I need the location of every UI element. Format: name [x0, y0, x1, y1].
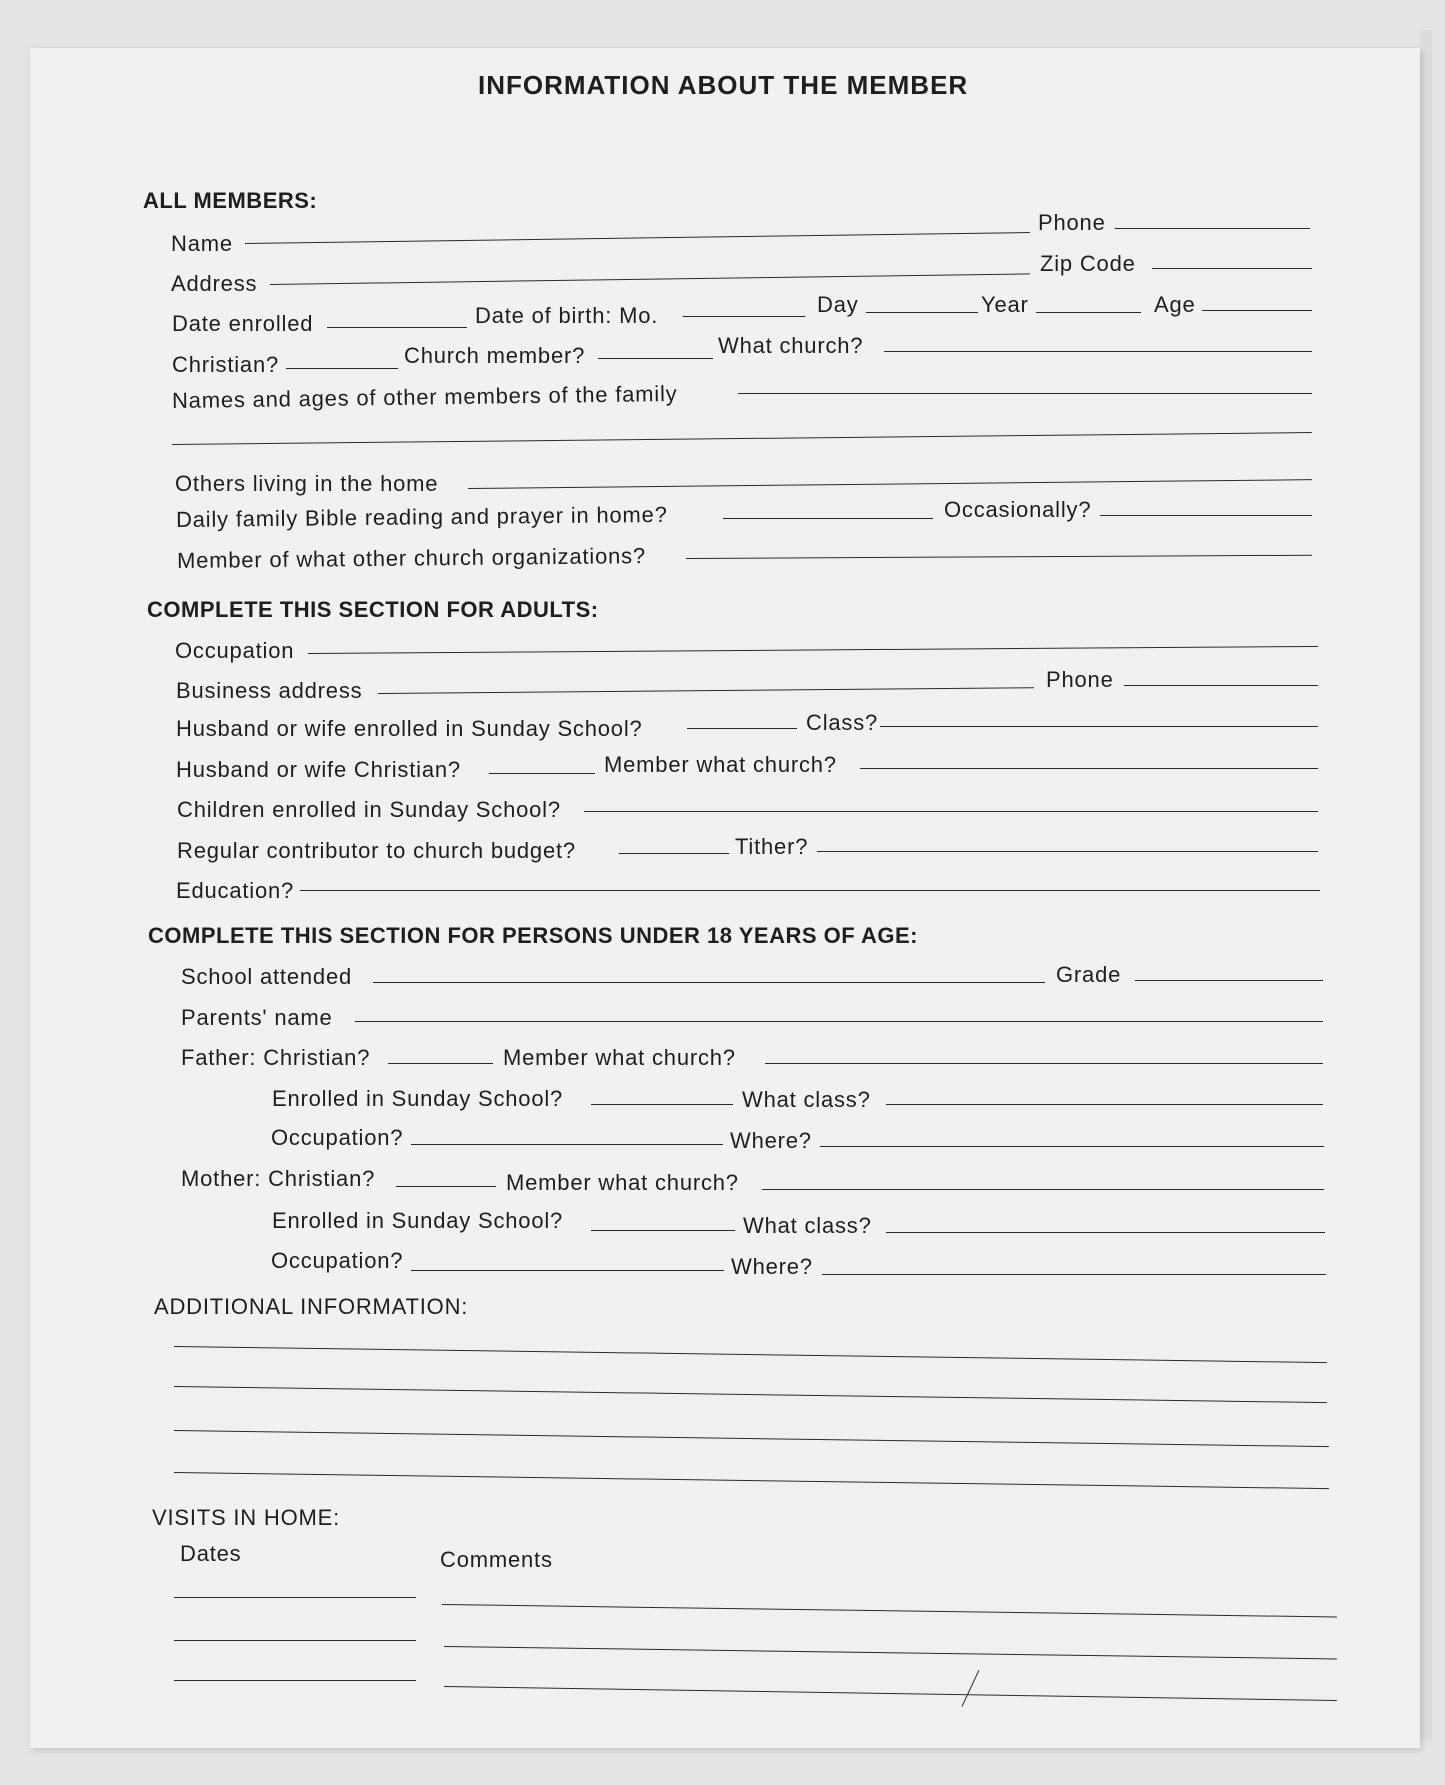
label-christian: Christian? [172, 352, 280, 377]
field-father-class[interactable] [886, 1104, 1323, 1105]
field-parents[interactable] [355, 1021, 1323, 1022]
label-date-enrolled: Date enrolled [172, 311, 314, 336]
section-heading-all-members: ALL MEMBERS: [143, 188, 318, 213]
section-heading-additional: ADDITIONAL INFORMATION: [154, 1294, 469, 1319]
field-year[interactable] [1036, 312, 1141, 313]
field-visit-date-1[interactable] [174, 1597, 416, 1598]
field-family[interactable] [738, 393, 1312, 394]
field-mother-church[interactable] [762, 1189, 1324, 1190]
label-mother-occupation: Occupation? [271, 1248, 404, 1273]
label-mother-class: What class? [743, 1213, 872, 1238]
section-heading-minors: COMPLETE THIS SECTION FOR PERSONS UNDER 18 YEARS OF AGE: [148, 923, 918, 948]
label-dob-mo: Date of birth: Mo. [475, 303, 659, 328]
field-day[interactable] [866, 312, 978, 313]
field-father-occupation[interactable] [411, 1144, 723, 1145]
field-mother-enrolled[interactable] [591, 1230, 735, 1231]
label-father-class: What class? [742, 1087, 871, 1112]
field-school[interactable] [373, 982, 1045, 983]
label-children: Children enrolled in Sunday School? [177, 797, 561, 822]
label-grade: Grade [1056, 962, 1122, 987]
field-phone[interactable] [1115, 228, 1310, 229]
field-contributor[interactable] [619, 853, 729, 854]
label-parents: Parents' name [181, 1005, 333, 1030]
field-zip[interactable] [1152, 268, 1312, 269]
field-class[interactable] [880, 726, 1318, 727]
label-father-where: Where? [730, 1128, 812, 1153]
field-mother-class[interactable] [886, 1232, 1325, 1233]
label-comments: Comments [440, 1547, 553, 1572]
label-spouse-enrolled: Husband or wife enrolled in Sunday School? [176, 716, 643, 741]
label-bible: Daily family Bible reading and prayer in home? [175, 501, 668, 532]
label-church-member: Church member? [404, 343, 586, 368]
label-spouse-christian: Husband or wife Christian? [176, 757, 461, 782]
field-grade[interactable] [1135, 980, 1323, 981]
label-mother-where: Where? [731, 1254, 813, 1279]
page-edge [1420, 30, 1432, 1740]
label-mother-enrolled: Enrolled in Sunday School? [272, 1208, 564, 1233]
field-date-enrolled[interactable] [327, 327, 467, 328]
label-occasionally: Occasionally? [944, 497, 1092, 522]
label-father-christian: Father: Christian? [181, 1045, 371, 1070]
field-mother-christian[interactable] [396, 1186, 496, 1187]
label-class: Class? [806, 710, 879, 735]
label-age: Age [1154, 292, 1196, 317]
field-age[interactable] [1202, 310, 1312, 311]
field-visit-date-3[interactable] [174, 1680, 416, 1681]
label-business-address: Business address [176, 678, 363, 703]
field-tither[interactable] [817, 851, 1318, 852]
label-father-church: Member what church? [503, 1045, 736, 1070]
label-contributor: Regular contributor to church budget? [177, 838, 576, 863]
field-mother-where[interactable] [822, 1274, 1326, 1275]
field-spouse-enrolled[interactable] [687, 728, 797, 729]
field-bible[interactable] [723, 518, 933, 519]
field-business-phone[interactable] [1124, 685, 1318, 686]
label-education: Education? [176, 878, 295, 903]
field-spouse-church[interactable] [860, 768, 1318, 769]
field-occasionally[interactable] [1100, 515, 1312, 516]
field-education[interactable] [300, 890, 1320, 891]
label-others: Others living in the home [175, 471, 439, 496]
label-orgs: Member of what other church organizations? [176, 543, 647, 573]
label-tither: Tither? [735, 834, 809, 859]
field-father-christian[interactable] [388, 1063, 493, 1064]
section-heading-adults: COMPLETE THIS SECTION FOR ADULTS: [147, 597, 599, 622]
field-children[interactable] [584, 811, 1318, 812]
label-zip: Zip Code [1040, 251, 1136, 276]
label-father-occupation: Occupation? [271, 1125, 404, 1150]
label-year: Year [981, 292, 1029, 317]
label-occupation: Occupation [175, 638, 295, 663]
field-mother-occupation[interactable] [411, 1270, 724, 1271]
label-business-phone: Phone [1046, 667, 1114, 692]
field-dob-mo[interactable] [683, 316, 805, 317]
section-heading-visits: VISITS IN HOME: [152, 1505, 341, 1530]
field-christian[interactable] [286, 368, 398, 369]
field-what-church[interactable] [884, 351, 1312, 352]
label-father-enrolled: Enrolled in Sunday School? [272, 1086, 564, 1111]
field-visit-date-2[interactable] [174, 1640, 416, 1641]
label-school: School attended [181, 964, 353, 989]
label-family: Names and ages of other members of the family [171, 380, 678, 413]
label-what-church: What church? [718, 333, 864, 358]
label-phone: Phone [1038, 210, 1106, 235]
label-dates: Dates [180, 1541, 242, 1566]
label-day: Day [817, 292, 859, 317]
field-father-where[interactable] [820, 1146, 1324, 1147]
label-spouse-church: Member what church? [604, 752, 837, 777]
field-spouse-christian[interactable] [489, 773, 595, 774]
page-title: INFORMATION ABOUT THE MEMBER [478, 70, 969, 100]
label-address: Address [171, 271, 258, 296]
label-mother-christian: Mother: Christian? [181, 1166, 376, 1191]
field-father-enrolled[interactable] [591, 1104, 733, 1105]
label-name: Name [171, 231, 233, 256]
field-father-church[interactable] [765, 1063, 1323, 1064]
field-church-member[interactable] [598, 358, 713, 359]
label-mother-church: Member what church? [506, 1170, 739, 1195]
